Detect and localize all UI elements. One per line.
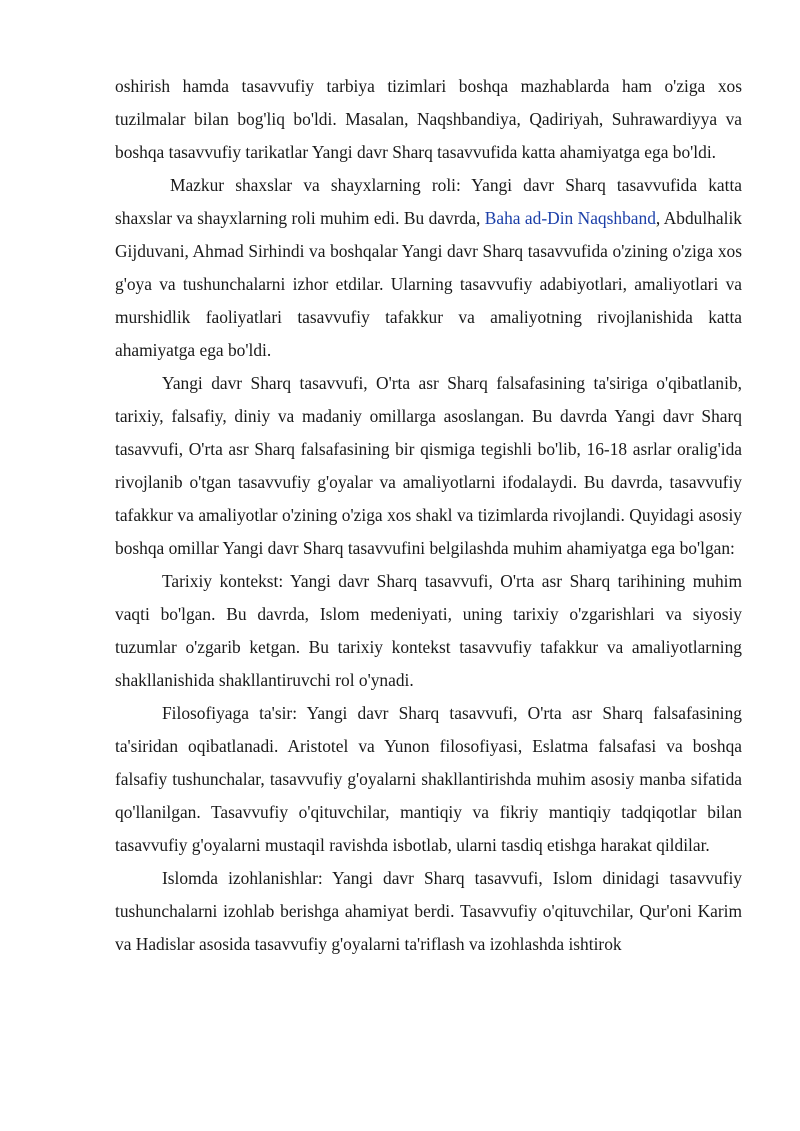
document-page [115,70,742,961]
paragraph-tarixiy-kontekst: Tarixiy kontekst: Yangi davr Sharq tasavvufi, O'rta asr Sharq tarihining muhim vaqti bo'lgan. Bu davrda, Islom medeniyati, uning tarixiy o'zgarishlari va siyosiy tuzumlar o'zgarib ketgan. Bu tarixiy kontekst tasavvufiy tafakkur va amaliyotlarning shakllanishida shakllantiruvchi rol o'ynadi. [115,571,742,690]
paragraph-text: , Abdulhalik Gijduvani, Ahmad Sirhindi va boshqalar Yangi davr Sharq tasavvufida o'zining o'ziga xos g'oya va tushunchalarni izhor etdilar. Ularning tasavvufiy adabiyotlari, amaliyotlari va murshidlik faoliyatlari tasavvufiy tafakkur va amaliyotning rivojlanishida katta ahamiyatga ega bo'ldi. [115,208,742,360]
paragraph-islomda-izohlanishlar: Islomda izohlanishlar: Yangi davr Sharq tasavvufi, Islom dinidagi tasavvufiy tushunchalarni izohlab berishga ahamiyat berdi. Tasavvufiy o'qituvchilar, Qur'oni Karim va Hadislar asosida tasavvufiy g'oyalarni ta'riflash va izohlashda ishtirok [115,868,742,954]
paragraph-text: Mazkur shaxslar va shayxlarning roli: Yangi davr Sharq tasavvufida katta shaxslar va shayxlarning roli muhim edi. Bu davrda, [115,175,742,228]
paragraph-tarikatlar: oshirish hamda tasavvufiy tarbiya tizimlari boshqa mazhablarda ham o'ziga xos tuzilmalar bilan bog'liq bo'ldi. Masalan, Naqshbandiya, Qadiriyah, Suhrawardiyya va boshqa tasavvufiy tarikatlar Yangi davr Sharq tasavvufida katta ahamiyatga ega bo'ldi. [115,76,742,162]
paragraph-yangi-davr: Yangi davr Sharq tasavvufi, O'rta asr Sharq falsafasining ta'siriga o'qibatlanib, tarixiy, falsafiy, diniy va madaniy omillarga asoslangan. Bu davrda Yangi davr Sharq tasavvufi, O'rta asr Sharq falsafasining bir qismiga tegishli bo'lib, 16-18 asrlar oralig'ida rivojlanib o'tgan tasavvufiy g'oyalar va amaliyotlarni ifodalaydi. Bu davrda, tasavvufiy tafakkur va amaliyotlar o'zining o'ziga xos shakl va tizimlarda rivojlandi. Quyidagi asosiy boshqa omillar Yangi davr Sharq tasavvufini belgilashda muhim ahamiyatga ega bo'lgan: [115,373,742,558]
paragraph-shayxlar-roli [115,169,742,367]
paragraph-filosofiyaga-tasir: Filosofiyaga ta'sir: Yangi davr Sharq tasavvufi, O'rta asr Sharq falsafasining ta'siridan oqibatlanadi. Aristotel va Yunon filosofiyasi, Eslatma falsafasi va boshqa falsafiy tushunchalar, tasavvufiy g'oyalarni shakllantirishda muhim asosiy manba sifatida qo'llanilgan. Tasavvufiy o'qituvchilar, mantiqiy va fikriy mantiqiy tadqiqotlar bilan tasavvufiy g'oyalarni mustaqil ravishda isbotlab, ularni tasdiq etishga harakat qildilar. [115,703,742,855]
baha-ad-din-naqshband-link[interactable]: Baha ad-Din Naqshband [484,208,656,228]
